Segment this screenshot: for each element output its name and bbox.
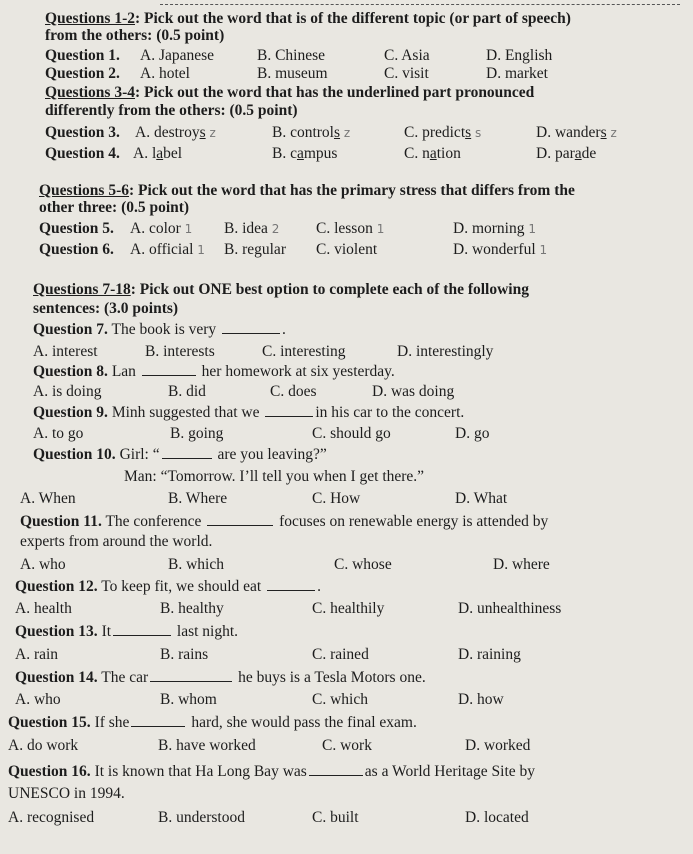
- handwritten-mark: 1: [197, 243, 205, 257]
- answer-blank: [142, 363, 196, 376]
- question-11-stem-cont: experts from around the world.: [20, 533, 213, 550]
- question-14-stem: Question 14. The car he buys is a Tesla Motors one.: [15, 669, 426, 686]
- handwritten-mark: z: [610, 126, 617, 140]
- section-1-heading-cont: from the others: (0.5 point): [45, 27, 225, 44]
- answer-blank: [162, 446, 212, 459]
- section-3-heading-cont: other three: (0.5 point): [39, 199, 190, 216]
- answer-blank: [265, 404, 313, 417]
- answer-blank: [207, 513, 273, 526]
- answer-blank: [150, 669, 232, 682]
- worksheet-page: Questions 1-2: Pick out the word that is of the different topic (or part of speech) from the others: (0.5 point) Question 1. A. Japanese B. Chinese C. Asia D. English Question 2. A. hotel B. museum C. visit D. market Questions 3-4: Pick out the word that has the underlined part pronounced differently from the others: (0.5 point) Question 3. A. destroys z B. controls z C. predicts s D. wanders z Question 4. A. label B. campus C. nation D. parade Questions 5-6: Pick out the word that has the primary stress that differs from the other three: (0.5 point) Question 5. A. color 1 B. idea 2 C. lesson 1 D. morning 1 Question 6. A. official 1 B. regular C. violent D. wonderful 1 Questions 7-18: Pick out ONE best option to complete each of the following sentences: (3.0 points) Question 7. The book is very . A. interest B. interests C. interesting D. interestingly Question 8. Lan her homework at six yesterday. A. is doing B. did C. does D. was doing Question 9. Minh suggested that we in his car to the concert. A. to go B. going C. should go D. go Question 10. Girl: “ are you leaving?” Man: “Tomorrow. I’ll tell you when I get there.” A. When B. Where C. How D. What Question 11. The conference focuses on renewable energy is attended by experts from around the world. A. who B. which C. whose D. where Question 12. To keep fit, we should eat . A. health B. healthy C. healthily D. unhealthiness Question 13. It last night. A. rain B. rains C. rained D. raining Question 14. The car he buys is a Tesla Motors one. A. who B. whom C. which D. how Question 15. If she hard, she would pass the final exam. A. do work B. have worked C. work D. worked Question 16. It is known that Ha Long Bay was as a World Heritage Site by UNESCO in 1994. A. recognised B. understood C. built D. located: [0, 0, 693, 854]
- question-12-stem: Question 12. To keep fit, we should eat .: [15, 578, 321, 595]
- handwritten-mark: 1: [184, 222, 193, 236]
- question-7-stem: Question 7. The book is very .: [33, 321, 286, 338]
- handwritten-mark: z: [209, 126, 216, 140]
- answer-blank: [131, 714, 185, 727]
- answer-blank: [113, 623, 171, 636]
- question-9-stem: Question 9. Minh suggested that we in his car to the concert.: [33, 404, 465, 421]
- question-10-reply: Man: “Tomorrow. I’ll tell you when I get there.”: [124, 468, 425, 485]
- section-4-heading-cont: sentences: (3.0 points): [33, 300, 179, 317]
- handwritten-mark: s: [475, 126, 482, 140]
- handwritten-mark: 1: [376, 222, 385, 236]
- handwritten-mark: 1: [528, 222, 536, 236]
- answer-blank: [309, 763, 363, 776]
- question-13-stem: Question 13. It last night.: [15, 623, 239, 640]
- answer-blank: [222, 321, 280, 334]
- question-16-stem: Question 16. It is known that Ha Long Bay was as a World Heritage Site by: [8, 763, 536, 780]
- section-2-heading: Questions 3-4: Pick out the word that has the underlined part pronounced: [45, 84, 535, 101]
- top-divider: [160, 4, 680, 5]
- question-16-stem-cont: UNESCO in 1994.: [8, 785, 125, 802]
- section-1-heading: Questions 1-2: Pick out the word that is of the different topic (or part of speech): [45, 10, 571, 27]
- handwritten-mark: z: [343, 126, 351, 140]
- section-2-heading-cont: differently from the others: (0.5 point): [45, 102, 298, 119]
- handwritten-mark: 1: [539, 243, 548, 257]
- question-11-stem: Question 11. The conference focuses on renewable energy is attended by: [20, 513, 549, 530]
- section-4-heading: Questions 7-18: Pick out ONE best option to complete each of the following: [33, 281, 529, 298]
- question-8-stem: Question 8. Lan her homework at six yesterday.: [33, 363, 395, 380]
- section-3-heading: Questions 5-6: Pick out the word that has the primary stress that differs from the: [39, 182, 575, 199]
- answer-blank: [267, 578, 315, 591]
- handwritten-mark: 2: [271, 222, 280, 236]
- question-15-stem: Question 15. If she hard, she would pass the final exam.: [8, 714, 417, 731]
- question-10-stem: Question 10. Girl: “ are you leaving?”: [33, 446, 327, 463]
